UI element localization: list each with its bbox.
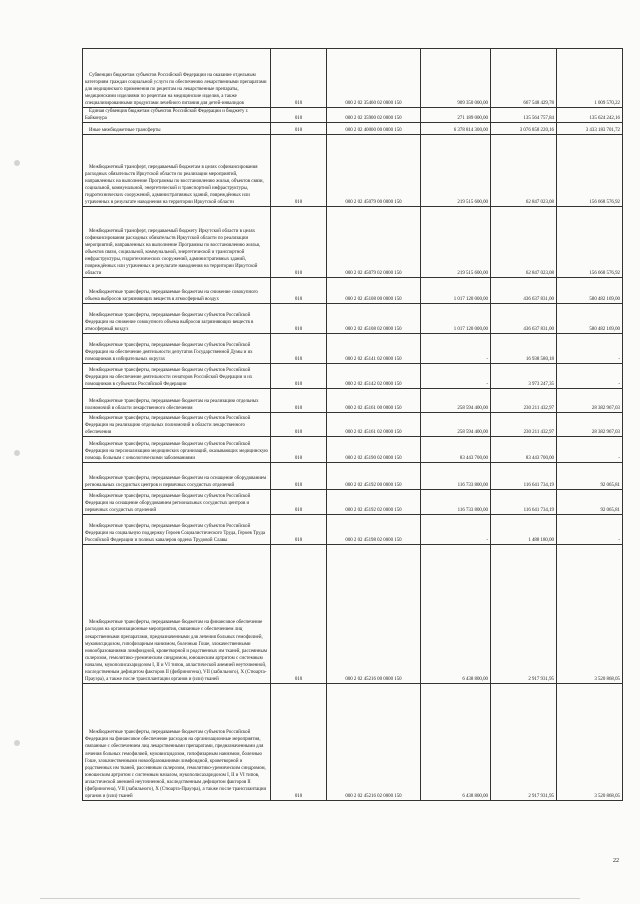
cell-name: Межбюджетные трансферты, передаваемые бюджетам субъектов Российской Федерации на персонализацию медицинских организаций, оказывающих медицинскую помощь больным с онкологическими заболеваниями — [83, 437, 271, 463]
cell-plan: 219 515 600,00 — [421, 135, 491, 207]
cell-code: 010 — [271, 123, 327, 135]
cell-kbk: 000 2 02 45161 00 0000 150 — [327, 389, 421, 413]
cell-code: 010 — [271, 304, 327, 334]
cell-kbk: 000 2 02 45216 00 0000 150 — [327, 545, 421, 684]
table-row — [83, 364, 623, 389]
cell-actual: 667 548 429,78 — [491, 49, 557, 108]
cell-plan: 271 189 000,00 — [421, 108, 491, 123]
cell-plan: 1 017 120 000,00 — [421, 304, 491, 334]
cell-code: 010 — [271, 545, 327, 684]
cell-kbk: 000 2 02 45190 02 0000 150 — [327, 437, 421, 463]
cell-remainder: - — [557, 334, 623, 364]
cell-kbk: 000 2 02 45192 02 0000 150 — [327, 490, 421, 515]
cell-code: 010 — [271, 413, 327, 437]
cell-code: 010 — [271, 389, 327, 413]
cell-remainder: 92 065,81 — [557, 490, 623, 515]
cell-plan: - — [421, 515, 491, 545]
cell-actual: 62 847 023,08 — [491, 135, 557, 207]
cell-plan: 258 594 400,00 — [421, 413, 491, 437]
cell-actual: 3 076 858 220,16 — [491, 123, 557, 135]
cell-code: 010 — [271, 207, 327, 278]
cell-actual: 1 488 180,00 — [491, 515, 557, 545]
cell-plan: - — [421, 334, 491, 364]
cell-name: Единая субвенция бюджетам субъектов Российской Федерации и бюджету г. Байконура — [83, 108, 271, 123]
cell-actual: 116 641 734,19 — [491, 463, 557, 490]
cell-remainder: 3 520 868,05 — [557, 684, 623, 801]
table-row — [83, 437, 623, 463]
table-row — [83, 135, 623, 207]
cell-remainder: 135 624 242,16 — [557, 108, 623, 123]
cell-code: 010 — [271, 108, 327, 123]
cell-code: 010 — [271, 334, 327, 364]
table-row — [83, 334, 623, 364]
cell-name: Межбюджетный трансферт, передаваемый бюджету Иркутской области в целях софинансирования расходных обязательств Иркутской области по реализации мероприятий, направленных на выполнение Программы по восстановлению жилья, объектов связи, социальной, коммунальной, энергетической и транспортной инфраструктуры, гидротехнических сооружений, административных зданий, повреждённых или утраченных в результате наводнения на территории Иркутской области — [83, 207, 271, 278]
cell-kbk: 000 2 02 45216 02 0000 150 — [327, 684, 421, 801]
cell-kbk: 000 2 02 35460 02 0000 150 — [327, 49, 421, 108]
cell-remainder: 580 482 169,00 — [557, 304, 623, 334]
cell-kbk: 000 2 02 45079 02 0000 150 — [327, 207, 421, 278]
cell-code: 010 — [271, 515, 327, 545]
cell-name: Субвенции бюджетам субъектов Российской Федерации на оказание отдельным категориям граждан социальной услуги по обеспечению лекарственными препаратами для медицинского применения по рецептам на лекарственные препараты, медицинскими изделиями по рецептам на медицинские изделия, а также специализированными продуктами лечебного питания для детей-инвалидов — [83, 49, 271, 108]
cell-plan: 6 438 800,00 — [421, 545, 491, 684]
scan-edge-line — [40, 898, 580, 899]
cell-name: Межбюджетный трансферт, передаваемый бюджетам в целях софинансирования расходных обязательств Иркутской области по реализации мероприятий, направленных на выполнение Программы по восстановлению жилья, объектов связи, социальной, коммунальной, энергетической и транспортной инфраструктуры, гидротехнических сооружений, административных зданий, повреждённых или утраченных в результате наводнения на территории Иркутской области — [83, 135, 271, 207]
cell-plan: 219 515 600,00 — [421, 207, 491, 278]
cell-actual: 16 938 580,18 — [491, 334, 557, 364]
cell-code: 010 — [271, 684, 327, 801]
table-row — [83, 684, 623, 801]
cell-name: Межбюджетные трансферты, передаваемые бюджетам субъектов Российской Федерации на обеспечение деятельности сенаторов Российской Федерации и их помощников в субъектах Российской Федерации — [83, 364, 271, 389]
table-row — [83, 515, 623, 545]
cell-actual: 116 641 734,19 — [491, 490, 557, 515]
cell-kbk: 000 2 02 45079 00 0000 150 — [327, 135, 421, 207]
cell-actual: 83 443 700,00 — [491, 437, 557, 463]
cell-remainder: 3 520 868,05 — [557, 545, 623, 684]
cell-name: Межбюджетные трансферты, передаваемые бюджетам субъектов Российской Федерации на финансовое обеспечение расходов на организационные мероприятия, связанные с обеспечением лиц лекарственными препаратами, предназначенными для лечения больных гемофилией, муковисцидозом, гипофизарным нанизмом, болезнью Гоше, злокачественными новообразованиями лимфоидной, кроветворной и родственных им тканей, рассеянным склерозом, гемолитико-уремическим синдромом, юношеским артритом с системным началом, мукополисахаридозом I, II и VI типов, апластической анемией неуточненной, наследственным дефицитом факторов II (фибриногена), VII (лабильного), X (Стюарта-Прауэра), а также после трансплантации органов и (или) тканей — [83, 684, 271, 801]
cell-plan: 1 017 120 000,00 — [421, 278, 491, 304]
table-row — [83, 108, 623, 123]
cell-name: Иные межбюджетные трансферты — [83, 123, 271, 135]
cell-remainder: 580 482 169,00 — [557, 278, 623, 304]
cell-code: 010 — [271, 463, 327, 490]
table-row — [83, 413, 623, 437]
cell-actual: 436 637 831,00 — [491, 304, 557, 334]
table-row — [83, 389, 623, 413]
cell-code: 010 — [271, 490, 327, 515]
table-row — [83, 123, 623, 135]
cell-code: 010 — [271, 278, 327, 304]
cell-remainder: 156 668 576,92 — [557, 207, 623, 278]
cell-plan: 83 443 700,00 — [421, 437, 491, 463]
cell-kbk: 000 2 02 45141 02 0000 150 — [327, 334, 421, 364]
cell-code: 010 — [271, 364, 327, 389]
table-body — [83, 49, 623, 801]
cell-kbk: 000 2 02 35900 02 0000 150 — [327, 108, 421, 123]
page-number: 22 — [613, 858, 619, 864]
cell-plan: 116 733 800,00 — [421, 490, 491, 515]
cell-actual: 2 917 931,95 — [491, 545, 557, 684]
cell-name: Межбюджетные трансферты, передаваемые бюджетам субъектов Российской Федерации на оснащение оборудованием региональных сосудистых центров и первичных сосудистых отделений — [83, 490, 271, 515]
cell-name: Межбюджетные трансферты, передаваемые бюджетам субъектов Российской Федерации на обеспечение деятельности депутатов Государственной Думы и их помощников в избирательных округах — [83, 334, 271, 364]
cell-actual: 3 973 247,35 — [491, 364, 557, 389]
cell-actual: 436 637 831,00 — [491, 278, 557, 304]
cell-name: Межбюджетные трансферты, передаваемые бюджетам на снижение совокупного объема выбросов загрязняющих веществ в атмосферный воздух — [83, 278, 271, 304]
cell-plan: 116 733 800,00 — [421, 463, 491, 490]
cell-plan: 258 594 400,00 — [421, 389, 491, 413]
cell-plan: 6 438 800,00 — [421, 684, 491, 801]
table-row — [83, 463, 623, 490]
budget-execution-table — [82, 48, 623, 801]
cell-code: 010 — [271, 49, 327, 108]
cell-code: 010 — [271, 135, 327, 207]
cell-plan: - — [421, 364, 491, 389]
cell-name: Межбюджетные трансферты, передаваемые бюджетам субъектов Российской Федерации на социальную поддержку Героев Социалистического Труда, Героев Труда Российской Федерации и полных кавалеров ордена Трудовой Славы — [83, 515, 271, 545]
cell-name: Межбюджетные трансферты, передаваемые бюджетам субъектов Российской Федерации на снижение совокупного объема выбросов загрязняющих веществ в атмосферный воздух — [83, 304, 271, 334]
cell-remainder: 156 668 576,92 — [557, 135, 623, 207]
table-row — [83, 304, 623, 334]
cell-remainder: - — [557, 515, 623, 545]
cell-actual: 135 564 757,84 — [491, 108, 557, 123]
cell-remainder: 28 382 967,03 — [557, 413, 623, 437]
cell-actual: 62 847 023,08 — [491, 207, 557, 278]
cell-kbk: 000 2 02 45108 00 0000 150 — [327, 278, 421, 304]
cell-remainder: 28 382 967,03 — [557, 389, 623, 413]
cell-kbk: 000 2 02 45142 02 0000 150 — [327, 364, 421, 389]
cell-kbk: 000 2 02 45192 00 0000 150 — [327, 463, 421, 490]
cell-kbk: 000 2 02 40000 00 0000 150 — [327, 123, 421, 135]
cell-actual: 230 211 432,97 — [491, 413, 557, 437]
table-row — [83, 49, 623, 108]
cell-name: Межбюджетные трансферты, передаваемые бюджетам на финансовое обеспечение расходов на организационные мероприятия, связанные с обеспечением лиц лекарственными препаратами, предназначенными для лечения больных гемофилией, муковисцидозом, гипофизарным нанизмом, болезнью Гоше, злокачественными новообразованиями лимфоидной, кроветворной и родственных им тканей, рассеянным склерозом, гемолитико-уремическим синдромом, юношеским артритом с системным началом, мукополисахаридозом I, II и VI типов, апластической анемией неуточненной, наследственным дефицитом факторов II (фибриногена), VII (лабильного), X (Стюарта-Прауэра), а также после трансплантации органов и (или) тканей — [83, 545, 271, 684]
cell-plan: 6 378 814 300,00 — [421, 123, 491, 135]
cell-name: Межбюджетные трансферты, передаваемые бюджетам субъектов Российской Федерации на реализацию отдельных полномочий в области лекарственного обеспечения — [83, 413, 271, 437]
cell-kbk: 000 2 02 45198 02 0000 150 — [327, 515, 421, 545]
cell-remainder: - — [557, 437, 623, 463]
table-row — [83, 278, 623, 304]
table-row — [83, 490, 623, 515]
cell-kbk: 000 2 02 45161 02 0000 150 — [327, 413, 421, 437]
cell-name: Межбюджетные трансферты, передаваемые бюджетам на оснащение оборудованием региональных сосудистых центров и первичных сосудистых отделений — [83, 463, 271, 490]
cell-remainder: 3 433 183 701,72 — [557, 123, 623, 135]
cell-name: Межбюджетные трансферты, передаваемые бюджетам на реализацию отдельных полномочий в области лекарственного обеспечения — [83, 389, 271, 413]
cell-actual: 230 211 432,97 — [491, 389, 557, 413]
cell-remainder: 92 065,81 — [557, 463, 623, 490]
cell-remainder: 1 009 570,22 — [557, 49, 623, 108]
cell-actual: 2 917 931,95 — [491, 684, 557, 801]
cell-plan: 909 350 000,00 — [421, 49, 491, 108]
table-row — [83, 545, 623, 684]
table-row — [83, 207, 623, 278]
cell-code: 010 — [271, 437, 327, 463]
cell-kbk: 000 2 02 45108 02 0000 150 — [327, 304, 421, 334]
cell-remainder: - — [557, 364, 623, 389]
